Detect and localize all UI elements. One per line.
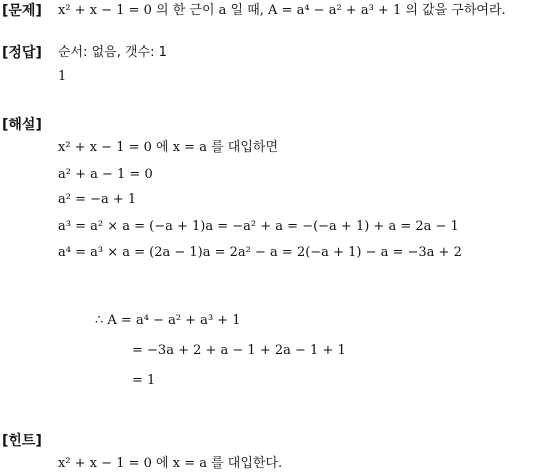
- solution-label: [해설]: [2, 117, 42, 133]
- problem-text: x² + x − 1 = 0 의 한 근이 a 일 때, A = a⁴ − a² + a³ + 1 의 값을 구하여라.: [58, 3, 506, 18]
- hint-text: x² + x − 1 = 0 에 x = a 를 대입한다.: [58, 456, 283, 471]
- solution-step: a² = −a + 1: [58, 192, 137, 207]
- hint-label: [힌트]: [2, 433, 42, 449]
- answer-value: 1: [58, 69, 67, 84]
- solution-step: a³ = a² × a = (−a + 1)a = −a² + a = −(−a + 1) + a = 2a − 1: [58, 219, 459, 234]
- conclusion-line: ∴ A = a⁴ − a² + a³ + 1: [95, 313, 241, 328]
- conclusion-line: = 1: [132, 373, 156, 388]
- solution-step: x² + x − 1 = 0 에 x = a 를 대입하면: [58, 140, 279, 155]
- answer-label: [정답]: [2, 45, 42, 61]
- solution-step: a² + a − 1 = 0: [58, 167, 153, 182]
- conclusion-line: = −3a + 2 + a − 1 + 2a − 1 + 1: [132, 343, 346, 358]
- solution-step: a⁴ = a³ × a = (2a − 1)a = 2a² − a = 2(−a + 1) − a = −3a + 2: [58, 245, 462, 260]
- problem-label: [문제]: [2, 3, 42, 19]
- answer-order-count: 순서: 없음, 갯수: 1: [58, 45, 167, 60]
